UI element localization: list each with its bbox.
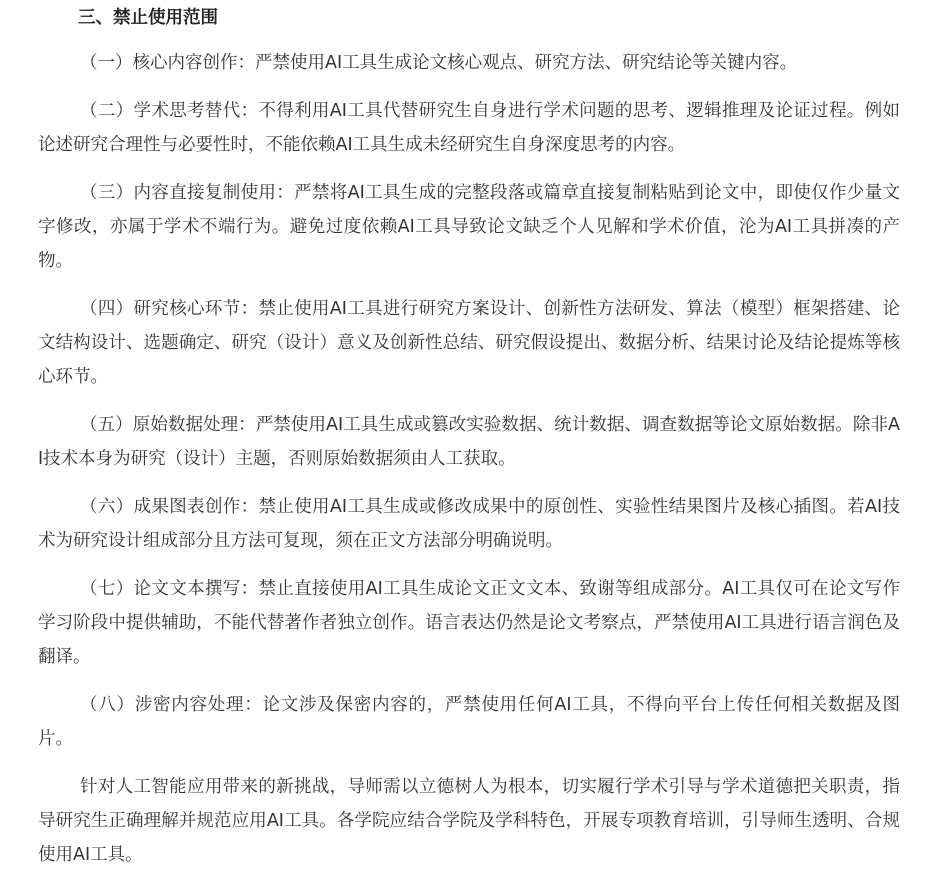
paragraph-item-8: （八）涉密内容处理：论文涉及保密内容的，严禁使用任何AI工具，不得向平台上传任何相关数据及图片。 <box>38 695 900 749</box>
document-body <box>38 0 900 872</box>
paragraph-item-2: （二）学术思考替代：不得利用AI工具代替研究生自身进行学术问题的思考、逻辑推理及论证过程。例如论述研究合理性与必要性时，不能依赖AI工具生成未经研究生自身深度思考的内容。 <box>38 101 900 155</box>
paragraph-item-1: （一）核心内容创作：严禁使用AI工具生成论文核心观点、研究方法、研究结论等关键内容。 <box>80 53 798 73</box>
paragraph-item-3: （三）内容直接复制使用：严禁将AI工具生成的完整段落或篇章直接复制粘贴到论文中，即使仅作少量文字修改，亦属于学术不端行为。避免过度依赖AI工具导致论文缺乏个人见解和学术价值，沦为AI工具拼凑的产物。 <box>38 183 900 271</box>
section-heading: 三、禁止使用范围 <box>78 8 218 28</box>
paragraph-item-7: （七）论文文本撰写：禁止直接使用AI工具生成论文正文文本、致谢等组成部分。AI工具仅可在论文写作学习阶段中提供辅助，不能代替著作者独立创作。语言表达仍然是论文考察点，严禁使用AI工具进行语言润色及翻译。 <box>38 579 900 667</box>
paragraph-item-4: （四）研究核心环节：禁止使用AI工具进行研究方案设计、创新性方法研发、算法（模型）框架搭建、论文结构设计、选题确定、研究（设计）意义及创新性总结、研究假设提出、数据分析、结果讨论及结论提炼等核心环节。 <box>38 299 900 387</box>
paragraph-item-6: （六）成果图表创作：禁止使用AI工具生成或修改成果中的原创性、实验性结果图片及核心插图。若AI技术为研究设计组成部分且方法可复现，须在正文方法部分明确说明。 <box>38 497 900 551</box>
paragraph-item-5: （五）原始数据处理：严禁使用AI工具生成或篡改实验数据、统计数据、调查数据等论文原始数据。除非AI技术本身为研究（设计）主题，否则原始数据须由人工获取。 <box>38 415 900 469</box>
closing-paragraph: 针对人工智能应用带来的新挑战，导师需以立德树人为根本，切实履行学术引导与学术道德把关职责，指导研究生正确理解并规范应用AI工具。各学院应结合学院及学科特色，开展专项教育培训，引导师生透明、合规使用AI工具。 <box>38 777 900 865</box>
